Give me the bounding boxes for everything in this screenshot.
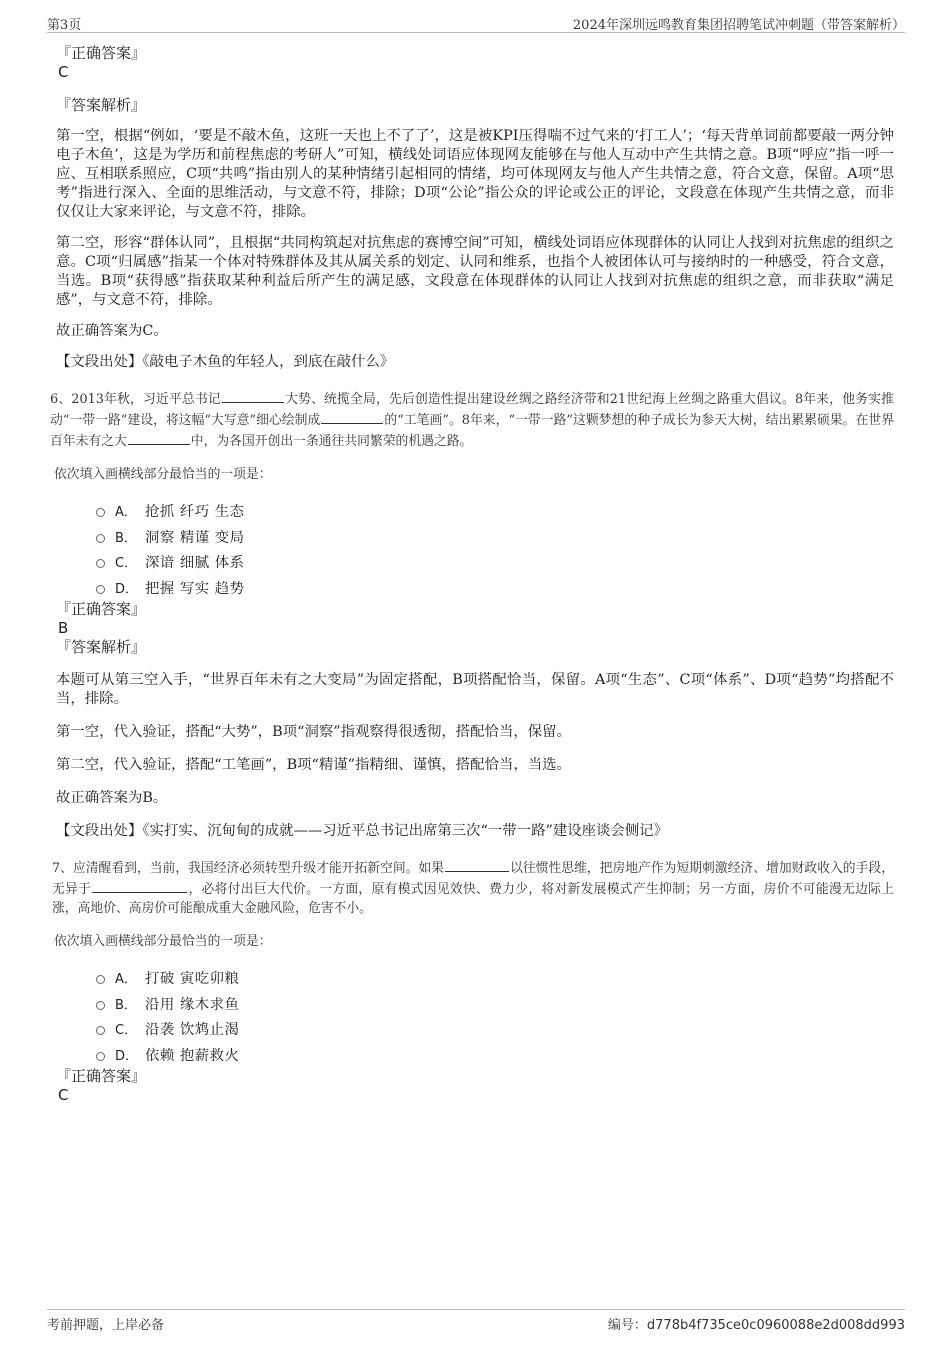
q7-answer: C bbox=[58, 1086, 69, 1104]
radio-icon[interactable] bbox=[96, 508, 105, 517]
blank bbox=[92, 878, 187, 893]
q5-answer: C bbox=[58, 63, 69, 81]
radio-icon[interactable] bbox=[96, 1001, 105, 1010]
radio-icon[interactable] bbox=[96, 1026, 105, 1035]
option-c[interactable]: C． 沿袭 饮鸩止渴 bbox=[96, 1016, 894, 1042]
q5-analysis-label: 『答案解析』 bbox=[56, 96, 147, 114]
option-d[interactable]: D． 依赖 抱薪救火 bbox=[96, 1042, 894, 1068]
source-label: 【文段出处】 bbox=[56, 354, 143, 370]
q5-answer-label: 『正确答案』 bbox=[56, 44, 147, 62]
option-c[interactable]: C． 深谙 细腻 体系 bbox=[96, 549, 894, 575]
footer-slogan: 考前押题，上岸必备 bbox=[47, 1318, 165, 1333]
page-header bbox=[47, 12, 905, 33]
radio-icon[interactable] bbox=[96, 975, 105, 984]
document-code: 编号：d778b4f735ce0c0960088e2d008dd993 bbox=[607, 1318, 905, 1333]
q6-conclusion: 故正确答案为B。 bbox=[56, 790, 168, 806]
blank bbox=[128, 430, 190, 445]
option-a[interactable]: A． 抢抓 纤巧 生态 bbox=[96, 498, 894, 524]
page-number: 第3页 bbox=[47, 18, 82, 33]
page-footer bbox=[47, 1309, 905, 1333]
source-title: 《敲电子木鱼的年轻人，到底在敲什么》 bbox=[142, 354, 395, 370]
q6-source bbox=[56, 822, 894, 841]
radio-icon[interactable] bbox=[96, 559, 105, 568]
q7-answer-label: 『正确答案』 bbox=[56, 1067, 147, 1085]
q5-analysis-paragraph: 第二空，形容“群体认同”，且根据“共同构筑起对抗焦虑的赛博空间”可知，横线处词语应体现群体的认同让人找到对抗焦虑的组织之意。C项“归属感”指某一个体对特殊群体及其从属关系的划定、认同和维系，也指个人被团体认可与接纳时的一种感受，符合文意，当选。B项“获得感”指获取某种利益后所产生的满足感，文段意在体现群体的认同让人找到对抗焦虑的组织之意，而非获取“满足感”，与文意不符，排除。 bbox=[56, 235, 894, 308]
radio-icon[interactable] bbox=[96, 585, 105, 594]
q6-answer-label: 『正确答案』 bbox=[56, 600, 147, 618]
q5-analysis-paragraph: 第一空，根据“例如，‘要是不敲木鱼，这班一天也上不了了’，这是被KPI压得喘不过气来的‘打工人’；‘每天背单词前都要敲一两分钟电子木鱼’，这是为学历和前程焦虑的考研人”可知，横线处词语应体现网友能够在与他人互动中产生共情之意。B项“呼应”指一呼一应、互相联系照应，C项“共鸣”指由别人的某种情绪引起相同的情绪，均可体现网友与他人产生共情之意，符合文意，保留。A项“思考”指进行深入、全面的思维活动，与文意不符，排除；D项“公论”指公众的评论或公正的评论，文段意在体现产生共情之意，而非仅仅让大家来评论，与文意不符，排除。 bbox=[56, 128, 894, 220]
q5-source bbox=[56, 353, 894, 372]
document-body bbox=[50, 44, 895, 1105]
q7-stem: 7、应清醒看到，当前，我国经济必须转型升级才能开拓新空间。如果 以往惯性思维，把房地产作为短期刺激经济、增加财政收入的手段，无异于 ，必将付出巨大代价。一方面，原有模式因见效快、费力少，将对新发展模式产生抑制；另一方面，房价不可能漫无边际上涨，高地价、高房价可能酿成重大金融风险，危害不小。 bbox=[52, 857, 894, 918]
q6-analysis-paragraph: 第二空，代入验证，搭配“工笔画”，B项“精谨”指精细、谨慎，搭配恰当，当选。 bbox=[56, 757, 571, 773]
q5-conclusion: 故正确答案为C。 bbox=[56, 323, 168, 339]
q7-options bbox=[96, 965, 894, 1067]
question-6 bbox=[50, 388, 895, 841]
blank bbox=[222, 388, 284, 403]
q6-analysis-label: 『答案解析』 bbox=[56, 638, 147, 656]
source-title: 《实打实、沉甸甸的成就——习近平总书记出席第三次“一带一路”建设座谈会侧记》 bbox=[142, 823, 668, 839]
option-b[interactable]: B． 洞察 精谨 变局 bbox=[96, 524, 894, 550]
q6-analysis-paragraph: 第一空，代入验证，搭配“大势”，B项“洞察”指观察得很透彻，搭配恰当，保留。 bbox=[56, 724, 571, 740]
document-title: 2024年深圳远鸣教育集团招聘笔试冲刺题（带答案解析） bbox=[572, 18, 905, 33]
q6-prompt: 依次填入画横线部分最恰当的一项是： bbox=[54, 467, 272, 482]
q7-prompt: 依次填入画横线部分最恰当的一项是： bbox=[54, 934, 272, 949]
radio-icon[interactable] bbox=[96, 1052, 105, 1061]
q6-options bbox=[96, 498, 894, 600]
source-label: 【文段出处】 bbox=[56, 823, 143, 839]
q6-stem: 6、2013年秋，习近平总书记 大势、统揽全局，先后创造性提出建设丝绸之路经济带和21世纪海上丝绸之路重大倡议。8年来，他务实推动“一带一路”建设，将这幅“大写意”细心绘制成 的“工笔画”。8年来，“一带一路”这颗梦想的种子成长为参天大树，结出累累硕果。在世界百年未有之大 中，为各国开创出一条通往共同繁荣的机遇之路。 bbox=[50, 388, 894, 451]
radio-icon[interactable] bbox=[96, 534, 105, 543]
question-7 bbox=[52, 857, 895, 1105]
blank bbox=[445, 857, 509, 872]
q6-answer: B bbox=[58, 619, 69, 637]
q5-answer-block bbox=[56, 44, 894, 372]
option-a[interactable]: A． 打破 寅吃卯粮 bbox=[96, 965, 894, 991]
blank bbox=[321, 409, 383, 424]
option-b[interactable]: B． 沿用 缘木求鱼 bbox=[96, 991, 894, 1017]
q6-analysis-paragraph: 本题可从第三空入手，“世界百年未有之大变局”为固定搭配，B项搭配恰当，保留。A项“生态”、C项“体系”、D项“趋势”均搭配不当，排除。 bbox=[56, 672, 894, 707]
option-d[interactable]: D． 把握 写实 趋势 bbox=[96, 575, 894, 601]
